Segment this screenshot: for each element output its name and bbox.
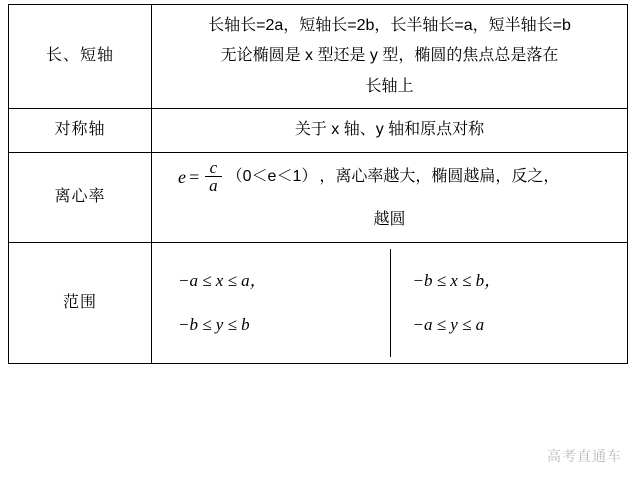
formula-description: ，离心率越大，椭圆越扁，反之， [319, 167, 560, 185]
eccentricity-formula [160, 159, 619, 236]
table-row [9, 242, 628, 364]
row-label-symmetry-axis: 对称轴 [9, 109, 152, 152]
row-label-eccentricity: 离心率 [9, 152, 152, 242]
content-line: 长轴长=2a，短轴长=2b，长半轴长=a，短半轴长=b [208, 17, 571, 34]
row-content-eccentricity [152, 152, 628, 242]
table-row [9, 109, 628, 152]
range-line: −a ≤ y ≤ a [412, 314, 485, 334]
range-line: −b ≤ x ≤ b， [412, 270, 502, 290]
table-container [8, 4, 628, 364]
row-label-range: 范围 [9, 242, 152, 364]
formula-lhs: e [178, 166, 186, 187]
ellipse-properties-table [8, 4, 628, 364]
fraction-numerator: c [209, 157, 218, 177]
content-line: 关于 x 轴、y 轴和原点对称 [294, 121, 485, 139]
fraction [205, 159, 222, 196]
content-line: 无论椭圆是 x 型还是 y 型，椭圆的焦点总是落在 [220, 47, 559, 65]
range-line: −a ≤ x ≤ a， [178, 270, 267, 290]
table-row [9, 152, 628, 242]
content-line: 越圆 [373, 211, 406, 229]
range-line: −b ≤ y ≤ b [178, 314, 250, 334]
row-content-range [152, 242, 628, 364]
formula-condition: （0＜e＜1） [226, 167, 318, 185]
table-row [9, 5, 628, 109]
row-content-major-minor-axis [152, 5, 628, 109]
range-column-x-type [160, 249, 390, 358]
fraction-denominator: a [205, 176, 222, 195]
row-content-symmetry-axis [152, 109, 628, 152]
range-split-container [160, 249, 619, 358]
range-column-y-type [390, 249, 620, 358]
content-line: 长轴上 [365, 77, 414, 95]
watermark: 高考直通车 [547, 448, 622, 464]
eccentricity-formula-line [160, 159, 619, 196]
row-label-major-minor-axis: 长、短轴 [9, 5, 152, 109]
formula-equals: = [188, 166, 201, 187]
